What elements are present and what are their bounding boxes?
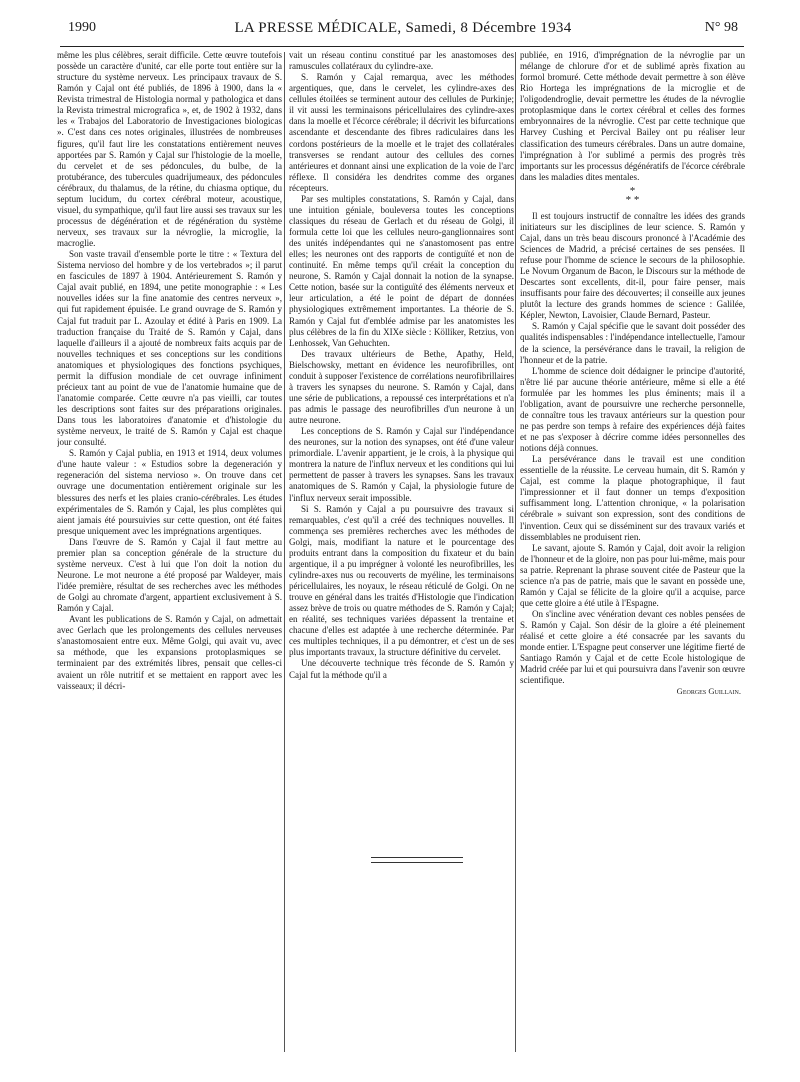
- journal-title: LA PRESSE MÉDICALE, Samedi, 8 Décembre 1934: [234, 20, 572, 36]
- paragraph: Par ses multiples constatations, S. Ramón y Cajal, dans une intuition géniale, bouleversa toutes les conceptions classiques du réseau de Gerlach et du réseau de Golgi, il formula cette loi que les cellules neuro-ganglionnaires sont des unités indépendantes qui ne s'anastomosent pas entre elles; les neurones ont des rapports de contiguïté et non de continuité. En même temps qu'il créait la conception du neurone, S. Ramón y Cajal donnait la notion de la synapse. Cette notion, basée sur la contiguïté des éléments nerveux et leur articulation, a été le point de départ de données physiologiques extrêmement importantes. La théorie de S. Ramón y Cajal fut d'emblée admise par les anatomistes les plus célèbres de la fin du XIXe siècle : Kölliker, Retzius, von Lenhossek, Van Gehuchten.: [289, 193, 514, 348]
- author-signature: Georges Guillain.: [676, 686, 741, 697]
- column-2: [289, 50, 514, 1050]
- paragraph: Il est toujours instructif de connaître les idées des grands initiateurs sur les disciplines de leur science. S. Ramón y Cajal, dans un très beau discours prononcé à l'Académie des Sciences de Madrid, a précisé certaines de ses pensées. Il refuse pour l'homme de science le secours de la philosophie. Le Novum Organum de Bacon, le Discours sur la méthode de Descartes sont excellents, dit-il, pour faire penser, mais insuffisants pour faire des découvertes; il conseille aux jeunes plutôt la lecture des grands hommes de science : Galilée, Képler, Newton, Lavoisier, Claude Bernard, Pasteur.: [520, 210, 745, 321]
- paragraph: même les plus célèbres, serait difficile. Cette œuvre toutefois possède un caractère d'unité, car elle porte tout entière sur la structure du système nerveux. Les principaux travaux de S. Ramón y Cajal ont été publiés, de 1896 à 1900, dans la « Revista trimestral de Histologia normal y pathologica et dans la Revista trimestral micrografica », et, de 1902 à 1932, dans les « Trabajos del Laboratorio de Investigaciones biologicas ». C'est dans ces notes originales, illustrées de nombreuses figures, qu'il faut lire les constatations entièrement neuves apportées par S. Ramón y Cajal sur l'histologie de la moelle, du cervelet et de ses pédoncules, du bulbe, de la protubérance, des tubercules quadrijumeaux, des pédoncules cérébraux, du thalamus, de la rétine, du chiasma optique, du septum lucidum, du cortex cérébral moteur, acoustique, visuel, du sympathique, qu'il faut lire aussi ses travaux sur les processus de dégénération et de régénération du système nerveux, ses travaux sur la névroglie, la microglie, la macroglie.: [57, 50, 282, 249]
- paragraph: vait un réseau continu constitué par les anastomoses des ramuscules collatéraux du cylindre-axe.: [289, 50, 514, 72]
- column-separator-1: [284, 52, 285, 1052]
- paragraph: Le savant, ajoute S. Ramón y Cajal, doit avoir la religion de l'honneur et de la gloire, non pas pour lui-même, mais pour sa patrie. Reprenant la phrase souvent citée de Pasteur que la science n'a pas de patrie, mais que le savant en possède une, Ramón y Cajal se félicite de la gloire qu'il a acquise, parce que cette gloire a été utile à l'Espagne.: [520, 542, 745, 608]
- page-number: 1990: [68, 20, 96, 35]
- paragraph: Les conceptions de S. Ramón y Cajal sur l'indépendance des neurones, sur la notion des synapses, ont été d'une valeur primordiale. L'avenir appartient, je le crois, à la physique qui montrera la nature de l'influx nerveux et les conditions qui lui permettent de passer à travers les synapses. Sans les travaux anatomiques de S. Ramón y Cajal, la physiologie future de l'influx nerveux serait impossible.: [289, 426, 514, 503]
- paragraph: Une découverte technique très féconde de S. Ramón y Cajal fut la méthode qu'il a: [289, 658, 514, 680]
- paragraph: S. Ramón y Cajal remarqua, avec les méthodes argentiques, que, dans le cervelet, les cylindre-axes des cellules étoilées se terminent autour des cellules de Purkinje; il vit aussi les terminaisons péricellulaires des cylindre-axes dans la moelle et l'écorce cérébrale; il décrivit les bifurcations ascendante et descendante des fibres radiculaires dans les cordons postérieurs de la moelle et le trajet des collatérales transverses se rendant autour des cellules des cornes antérieures et donnant ainsi une explication de la voie de l'arc réflexe. Il considéra les dendrites comme des organes récepteurs.: [289, 72, 514, 193]
- end-rule-2: [371, 862, 463, 863]
- paragraph: S. Ramón y Cajal spécifie que le savant doit posséder des qualités indispensables : l'indépendance intellectuelle, l'amour de la science, la persévérance dans le travail, la religion de l'honneur et de la patrie.: [520, 321, 745, 365]
- paragraph: Dans l'œuvre de S. Ramón y Cajal il faut mettre au premier plan sa conception générale de la structure du système nerveux. C'est à lui que l'on doit la notion du Neurone. Le mot neurone a été proposé par Waldeyer, mais l'idée première, résultat de ses recherches avec les méthodes de Golgi au chromate d'argent, appartient exclusivement à S. Ramón y Cajal.: [57, 536, 282, 614]
- section-separator-stars: [520, 184, 745, 206]
- paragraph: S. Ramón y Cajal publia, en 1913 et 1914, deux volumes d'une haute valeur : « Estudios sobre la degeneración y regeneración del sistema nervioso ». On trouve dans cet ouvrage une documentation entièrement originale sur les blessures des nerfs et les plaies cranio-cérébrales. Les études expérimentales de S. Ramón y Cajal, les plus complètes qui aient jamais été poursuivies sur cette question, ont été faites presque uniquement avec les imprégnations argentiques.: [57, 448, 282, 536]
- column-3: [520, 50, 745, 1050]
- paragraph: On s'incline avec vénération devant ces nobles pensées de S. Ramón y Cajal. Son désir de la gloire a été pleinement réalisé et cette gloire a été consacrée par les savants du monde entier. L'Espagne peut conserver une légitime fierté de Santiago Ramón y Cajal et de cette Ecole histologique de Madrid créée par lui et qui poursuivra dans l'avenir son œuvre scientifique.: [520, 609, 745, 686]
- paragraph: La persévérance dans le travail est une condition essentielle de la réussite. Le cerveau humain, dit S. Ramón y Cajal, est comme la plaque photographique, il faut l'impressionner et il faut donner un temps d'exposition suffisamment long. L'attention chronique, « la polarisation cérébrale » suivant son expression, sont des conditions de l'invention. Ceux qui se disséminent sur des travaux variés et dissemblables ne produisent rien.: [520, 454, 745, 542]
- star-bottom: * *: [625, 193, 640, 206]
- column-1: [57, 50, 282, 1050]
- issue-number: N° 98: [704, 20, 738, 35]
- column-separator-2: [515, 52, 516, 1052]
- paragraph: L'homme de science doit dédaigner le principe d'autorité, n'être lié par aucune théorie antérieure, même si elle a été formulée par les hommes les plus éminents; mais il a l'obligation, avant de poursuivre une recherche personnelle, de connaître tous les travaux antérieurs sur la question pour ne pas perdre son temps à refaire des expériences déjà faites et ne pas s'exposer à décrire comme idées personnelles des notions déjà connues.: [520, 365, 745, 454]
- end-rule: [371, 857, 463, 858]
- paragraph: Des travaux ultérieurs de Bethe, Apathy, Held, Bielschowsky, mettant en évidence les neurofibrilles, ont conduit à supposer l'existence de corrélations neurofibrillaires à travers les synapses du neurone. S. Ramón y Cajal, dans une série de publications, a repoussé ces interprétations et n'a pas admis le passage des neurofibrilles d'un neurone à un autre neurone.: [289, 348, 514, 426]
- paragraph: Si S. Ramón y Cajal a pu poursuivre des travaux si remarquables, c'est qu'il a créé des techniques nouvelles. Il commença ses premières recherches avec les méthodes de Golgi, mais, modifiant la nature et le pourcentage des produits entrant dans la composition du fixateur et du bain argentique, il a pu imprégner à volonté les neurofibrilles, les cylindre-axes nus ou recouverts de myéline, les terminaisons péricellulaires, les noyaux, le réseau réticulé de Golgi. On ne trouve en général dans les traités d'Histologie que l'indication assez brève de trois ou quatre méthodes de S. Ramón y Cajal; en réalité, ses techniques variées dépassent la trentaine et chacune d'elles est adaptée à une recherche déterminée. Par ces multiples techniques, il a pu démontrer, et c'est un de ses plus importants travaux, la structure définitive du cervelet.: [289, 503, 514, 658]
- page-header: [68, 20, 738, 44]
- paragraph: Avant les publications de S. Ramón y Cajal, on admettait avec Gerlach que les prolongements des cellules nerveuses s'anastomosaient entre eux. Même Golgi, qui avait vu, avec sa méthode, que les expansions protoplasmiques se terminaient par des extrémités libres, pensait que celles-ci avaient un rôle nutritif et se mettaient en rapport avec les vaisseaux; il décri-: [57, 614, 282, 691]
- paragraph: Son vaste travail d'ensemble porte le titre : « Textura del Sistema nervioso del hombre y de los vertebrados »; il parut en fascicules de 1897 à 1904. Antérieurement S. Ramón y Cajal avait publié, en 1894, une petite monographie : « Les nouvelles idées sur la fine anatomie des centres nerveux », qui fut rapidement épuisée. Le grand ouvrage de S. Ramón y Cajal fut traduit par L. Azoulay et édité à Paris en 1909. La traduction française du Traité de S. Ramón y Cajal, dans laquelle d'ailleurs il a ajouté de nombreux faits acquis par de nouvelles techniques et ses conceptions sur les conditions anatomiques et physiologiques des fonctions psychiques, permit la diffusion mondiale de cet ouvrage infiniment précieux tant au point de vue de l'anatomie humaine que de l'anatomie comparée. Cette œuvre n'a pas vieilli, car toutes les descriptions sont faites sur des préparations originales. Dans tous les laboratoires d'anatomie et d'histologie du système nerveux, le traité de S. Ramón y Cajal est chaque jour consulté.: [57, 249, 282, 448]
- header-rule: [60, 46, 744, 47]
- star-top: *: [629, 184, 636, 197]
- paragraph: publiée, en 1916, d'imprégnation de la névroglie par un mélange de chlorure d'or et de sublimé après fixation au formol bromuré. Cette méthode devait permettre à son élève Rio Hortega les imprégnations de la microglie et de l'oligodendroglie, devait permettre les études de la névroglie protoplasmique dans le cortex cérébral et celles des formes embryonnaires de la névroglie. C'est par cette technique que Harvey Cushing et Percival Bailey ont pu réaliser leur classification des tumeurs cérébrales. Dans un autre domaine, l'imprégnation à l'or sublimé a permis des progrès très importants sur les processus dégénératifs de l'écorce cérébrale dans les maladies dites mentales.: [520, 50, 745, 182]
